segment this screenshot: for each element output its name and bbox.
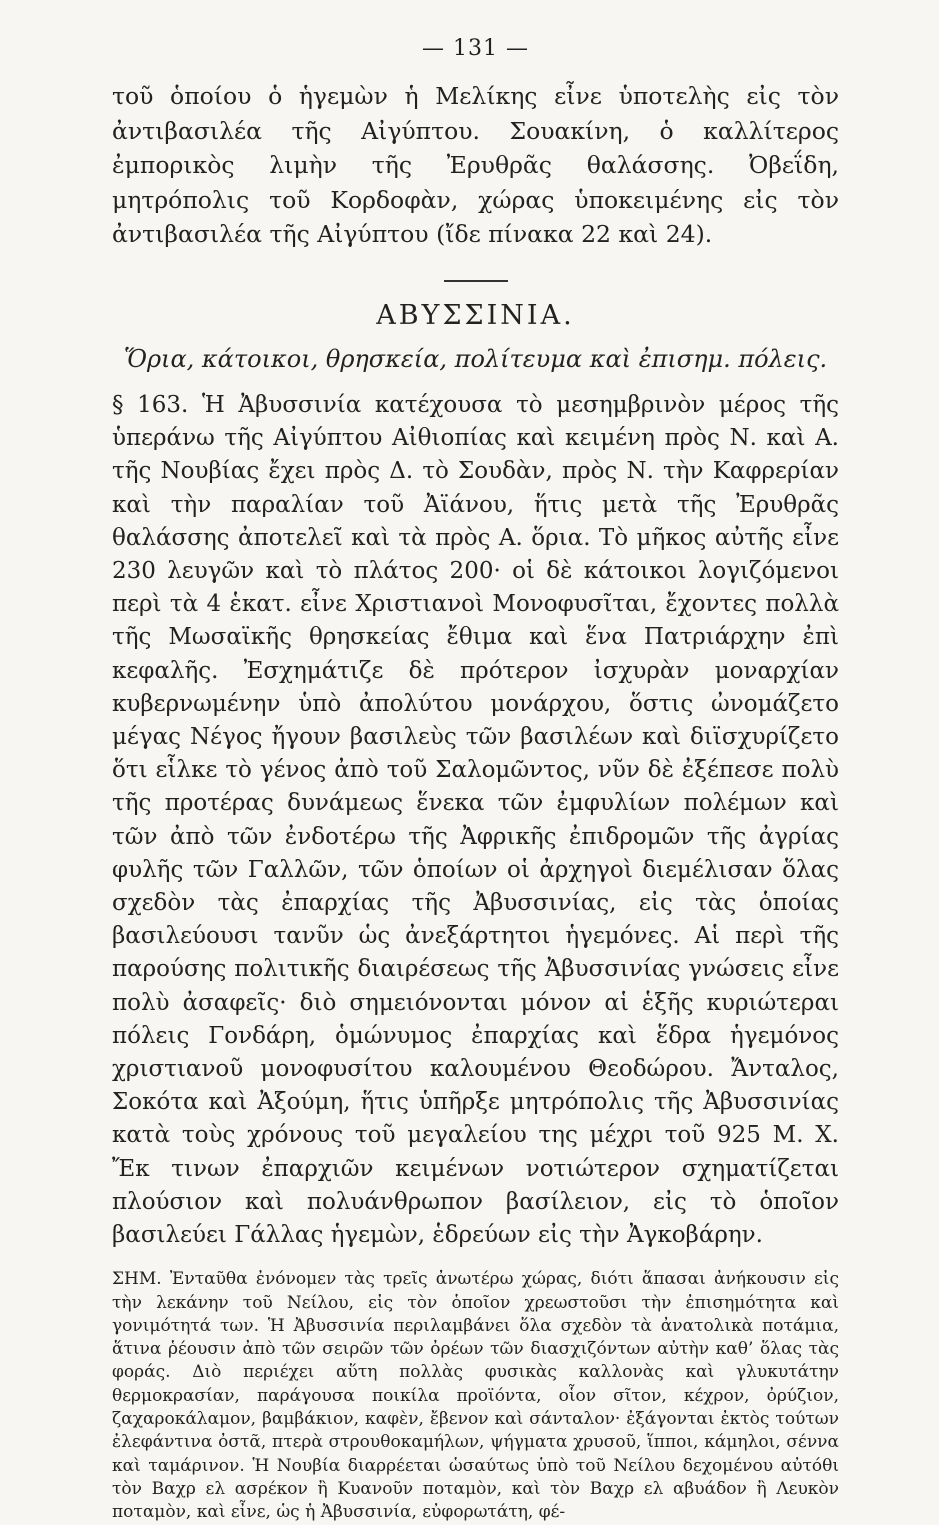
body-paragraph: § 163. Ἡ Ἀβυσσινία κατέχουσα τὸ μεσημβρινὸν μέρος τῆς ὑπεράνω τῆς Αἰγύπτου Αἰθιοπίας καὶ κειμένη πρὸς Ν. καὶ Α. τῆς Νουβίας ἔχει πρὸς Δ. τὸ Σουδὰν, πρὸς Ν. τὴν Καφρερίαν καὶ τὴν παραλίαν τοῦ Ἀϊάνου, ἥτις μετὰ τῆς Ἐρυθρᾶς θαλάσσης ἀποτελεῖ καὶ τὰ πρὸς Α. ὅρια. Τὸ μῆκος αὐτῆς εἶνε 230 λευγῶν καὶ τὸ πλάτος 200· οἱ δὲ κάτοικοι λογιζόμενοι περὶ τὰ 4 ἑκατ. εἶνε Χριστιανοὶ Μονοφυσῖται, ἔχοντες πολλὰ τῆς Μωσαϊκῆς θρησκείας ἔθιμα καὶ ἕνα Πατριάρχην ἐπὶ κεφαλῆς. Ἐσχημάτιζε δὲ πρότερον ἰσχυρὰν μοναρχίαν κυβερνωμένην ὑπὸ ἀπολύτου μονάρχου, ὅστις ὠνομάζετο μέγας Νέγος ἤγουν βασιλεὺς τῶν βασιλέων καὶ διϊσχυρίζετο ὅτι εἷλκε τὸ γένος ἀπὸ τοῦ Σαλομῶντος, νῦν δὲ ἐξέπεσε πολὺ τῆς προτέρας δυνάμεως ἕνεκα τῶν ἐμφυλίων πολέμων καὶ τῶν ἀπὸ τῶν ἐνδοτέρω τῆς Ἀφρικῆς ἐπιδρομῶν τῆς ἀγρίας φυλῆς τῶν Γαλλῶν, τῶν ὁποίων οἱ ἀρχηγοὶ διεμέλισαν ὅλας σχεδὸν τὰς ἐπαρχίας τῆς Ἀβυσσινίας, εἰς τὰς ὁποίας βασιλεύουσι τανῦν ὡς ἀνεξάρτητοι ἡγεμόνες. Αἱ περὶ τῆς παρούσης πολιτικῆς διαιρέσεως τῆς Ἀβυσσινίας γνώσεις εἶνε πολὺ ἀσαφεῖς· διὸ σημειόνονται μόνον αἱ ἑξῆς κυριώτεραι πόλεις Γονδάρη, ὁμώνυμος ἐπαρχίας καὶ ἕδρα ἡγεμόνος χριστιανοῦ μονοφυσίτου καλουμένου Θεοδώρου. Ἄνταλος, Σοκότα καὶ Ἀξούμη, ἥτις ὑπῆρξε μητρόπολις τῆς Ἀβυσσινίας κατὰ τοὺς χρόνους τοῦ μεγαλείου της μέχρι τοῦ 925 Μ. Χ. Ἔκ τινων ἐπαρχιῶν κειμένων νοτιώτερον σχηματίζεται πλούσιον καὶ πολυάνθρωπον βασίλειον, εἰς τὸ ὁποῖον βασιλεύει Γάλλας ἡγεμὼν, ἑδρεύων εἰς τὴν Ἀγκοβάρην. <box>112 391 839 1249</box>
section-subtitle: Ὅρια, κάτοικοι, θρησκεία, πολίτευμα καὶ ἐπισημ. πόλεις. <box>123 344 828 373</box>
section-title: ΑΒΥΣΣΙΝΙΑ. <box>376 299 575 331</box>
intro-paragraph: τοῦ ὁποίου ὁ ἡγεμὼν ἡ Μελίκης εἶνε ὑποτελὴς εἰς τὸν ἀντιβασιλέα τῆς Αἰγύπτου. Σουακίνη, ὁ καλλίτερος ἐμπορικὸς λιμὴν τῆς Ἐρυθρᾶς θαλάσσης. Ὀβεΐδη, μητρόπολις τοῦ Κορδοφὰν, χώρας ὑποκειμένης εἰς τὸν ἀντιβασιλέα τῆς Αἰγύπτου (ἴδε πίνακα 22 καὶ 24). <box>112 82 839 249</box>
page-number: — 131 — <box>422 36 529 61</box>
footnote: ΣΗΜ. Ἐνταῦθα ἐνόνομεν τὰς τρεῖς ἀνωτέρω χώρας, διότι ἅπασαι ἀνήκουσιν εἰς τὴν λεκάνην τοῦ Νείλου, εἰς τὸν ὁποῖον χρεωστοῦσι τὴν ἐπισημότητα καὶ γονιμότητά των. Ἡ Ἀβυσσινία περιλαμβάνει ὅλα σχεδὸν τὰ ἀνατολικὰ ποτάμια, ἅτινα ῥέουσιν ἀπὸ τῶν σειρῶν τῶν ὀρέων τῶν διασχιζόντων αὐτὴν καθ’ ὅλας τὰς φοράς. Διὸ περιέχει αὕτη πολλὰς φυσικὰς καλλονὰς καὶ γλυκυτάτην θερμοκρασίαν, παράγουσα ποικίλα προϊόντα, οἷον σῖτον, κέχρον, ὀρύζιον, ζαχαροκάλαμον, βαμβάκιον, καφὲν, ἔβενον καὶ σάνταλον· ἐξάγονται ἐκτὸς τούτων ἐλεφάντινα ὀστᾶ, πτερὰ στρουθοκαμήλων, ψήγματα χρυσοῦ, ἵπποι, κάμηλοι, σέννα καὶ ταμάρινον. Ἡ Νουβία διαρρέεται ὡσαύτως ὑπὸ τοῦ Νείλου δεχομένου αὐτόθι τὸν Βαχρ ελ ασρέκον ἢ Κυανοῦν ποταμὸν, καὶ τὸν Βαχρ ελ αβυάδον ἢ Λευκὸν ποταμὸν, καὶ εἶνε, ὡς ἡ Ἀβυσσινία, εὐφορωτάτη, φέ- <box>112 1269 839 1523</box>
section-divider <box>444 280 508 282</box>
